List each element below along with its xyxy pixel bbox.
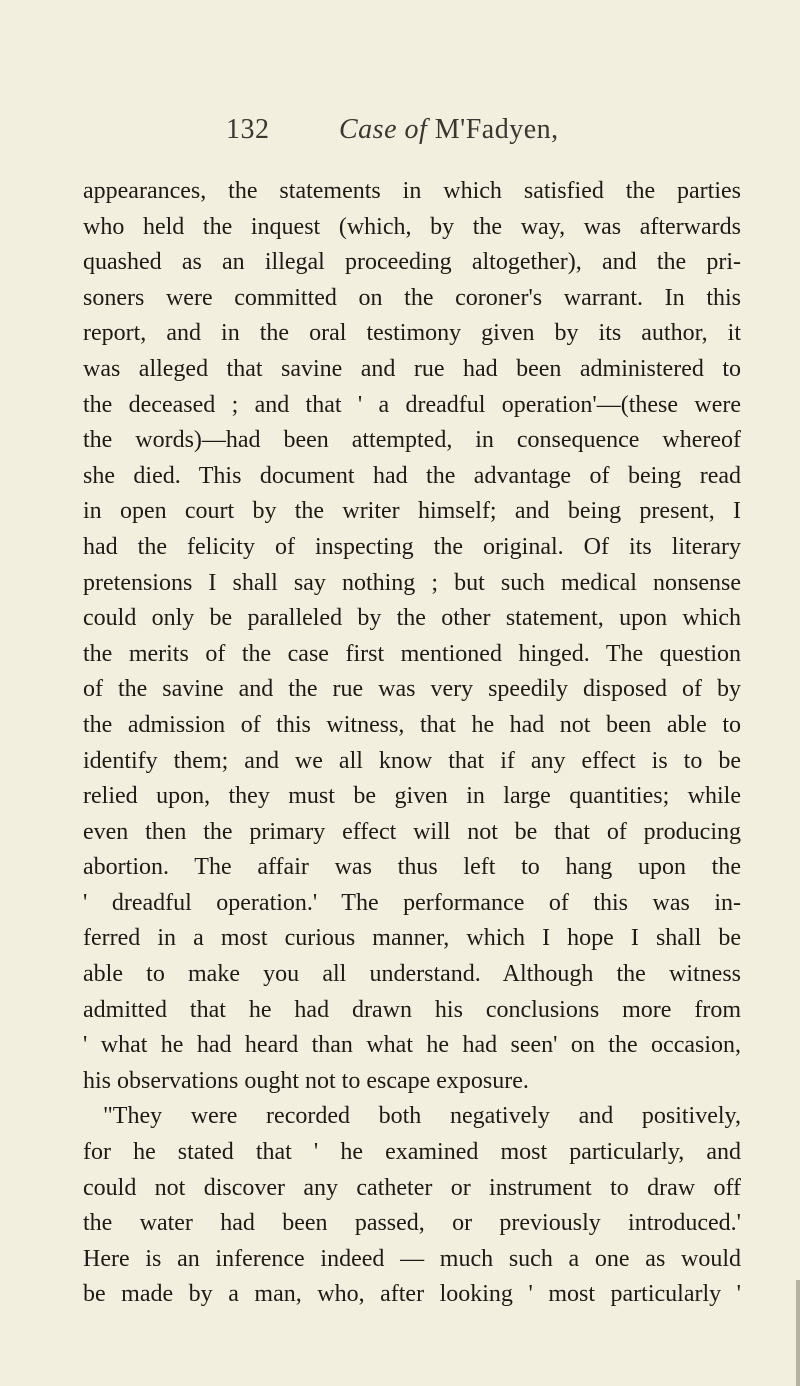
text-line: able to make you all understand. Although the witness	[83, 961, 741, 988]
text-line: in open court by the writer himself; and being present, I	[83, 498, 741, 525]
text-line: who held the inquest (which, by the way, was afterwards	[83, 213, 741, 240]
text-line: be made by a man, who, after looking ' most particularly '	[83, 1281, 741, 1308]
paragraph-2	[83, 1099, 741, 1313]
text-line: of the savine and the rue was very speedily disposed of by	[83, 676, 741, 703]
text-line: was alleged that savine and rue had been administered to	[83, 355, 741, 382]
text-line: report, and in the oral testimony given by its author, it	[83, 320, 741, 347]
text-line: ferred in a most curious manner, which I hope I shall be	[83, 925, 741, 952]
text-line: appearances, the statements in which satisfied the parties	[83, 178, 741, 204]
text-line: the merits of the case first mentioned hinged. The question	[83, 640, 741, 667]
page-number: 132	[226, 114, 270, 145]
header-title-name: M'Fadyen,	[434, 114, 559, 145]
text-line: relied upon, they must be given in large quantities; while	[83, 783, 741, 810]
paragraph-1	[83, 174, 741, 1099]
text-line: soners were committed on the coroner's warrant. In this	[83, 284, 741, 311]
page-edge-shadow	[796, 1280, 800, 1386]
text-line: identify them; and we all know that if any effect is to be	[83, 747, 741, 774]
text-line: admitted that he had drawn his conclusions more from	[83, 996, 741, 1023]
text-line: could only be paralleled by the other statement, upon which	[83, 605, 741, 632]
text-line: the words)—had been attempted, in consequence whereof	[83, 427, 741, 454]
text-line: ' dreadful operation.' The performance of this was in-	[83, 889, 741, 916]
text-line: had the felicity of inspecting the original. Of its literary	[83, 533, 741, 560]
header-title-italic: Case of	[339, 114, 428, 145]
text-line: the deceased ; and that ' a dreadful operation'—(these were	[83, 391, 741, 418]
running-header	[226, 114, 559, 146]
text-line: Here is an inference indeed — much such a one as would	[83, 1245, 741, 1272]
body-text	[83, 174, 741, 1313]
text-line: the water had been passed, or previously introduced.'	[83, 1210, 741, 1237]
text-line: she died. This document had the advantage of being read	[83, 462, 741, 489]
text-line: his observations ought not to escape exposure.	[83, 1067, 529, 1094]
text-line: ' what he had heard than what he had seen' on the occasion,	[83, 1032, 741, 1059]
text-line: could not discover any catheter or instrument to draw off	[83, 1174, 741, 1201]
text-line: the admission of this witness, that he had not been able to	[83, 711, 741, 738]
text-line: "They were recorded both negatively and positively,	[103, 1103, 741, 1130]
text-line: pretensions I shall say nothing ; but such medical nonsense	[83, 569, 741, 596]
text-line: even then the primary effect will not be that of producing	[83, 818, 741, 845]
text-line: abortion. The affair was thus left to hang upon the	[83, 854, 741, 881]
text-line: quashed as an illegal proceeding altogether), and the pri-	[83, 249, 741, 276]
text-line: for he stated that ' he examined most particularly, and	[83, 1139, 741, 1166]
